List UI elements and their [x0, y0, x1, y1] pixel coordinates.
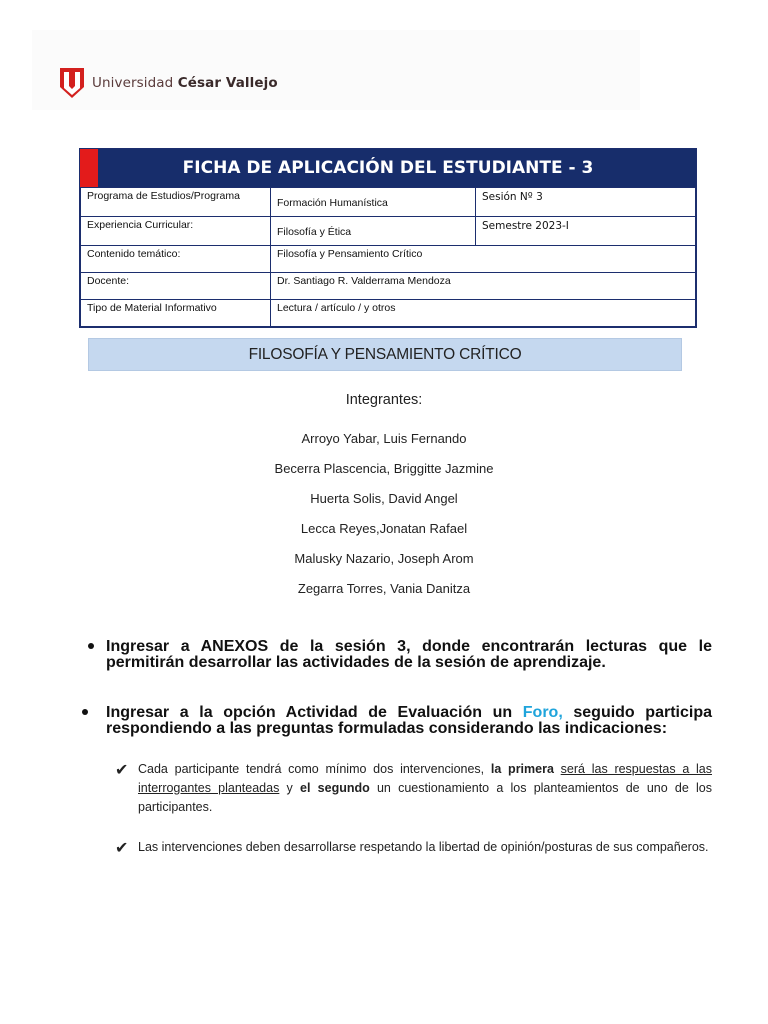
- check-text: Cada participante tendrá como mínimo dos intervenciones, la primera será las respuestas a las interrogantes planteadas y el segundo un cuestionamiento a los planteamientos de uno de los participantes.: [138, 762, 712, 814]
- ficha-table: [79, 148, 697, 328]
- row-value: Filosofía y Ética: [271, 217, 476, 246]
- checkmark-icon: ✔: [115, 840, 129, 857]
- logo-text: Universidad César Vallejo: [92, 75, 278, 91]
- row-label: Experiencia Curricular:: [81, 217, 271, 246]
- row-value: Formación Humanística: [271, 188, 476, 217]
- ucv-shield-icon: [60, 68, 84, 98]
- row-label: Programa de Estudios/Programa: [81, 188, 271, 217]
- session-number: Sesión Nº 3: [476, 188, 696, 217]
- instruction-text: Ingresar a la opción Actividad de Evaluación un Foro, seguido participa respondiendo a las preguntas formuladas considerando las indicaciones:: [106, 704, 712, 737]
- instruction-text: Ingresar a ANEXOS de la sesión 3, donde encontrarán lecturas que le permitirán desarrollar las actividades de la sesión de aprendizaje.: [106, 638, 712, 671]
- table-row: [81, 246, 696, 273]
- bullet-icon: [82, 709, 88, 715]
- row-label: Tipo de Material Informativo: [81, 300, 271, 327]
- table-row: [81, 300, 696, 327]
- semester: Semestre 2023-I: [476, 217, 696, 246]
- table-row: [81, 188, 696, 217]
- red-accent: [80, 149, 98, 187]
- members-list: [0, 392, 768, 604]
- list-item: Arroyo Yabar, Luis Fernando: [301, 431, 467, 446]
- row-value: Lectura / artículo / y otros: [271, 300, 696, 327]
- row-label: Contenido temático:: [81, 246, 271, 273]
- bullet-icon: [88, 643, 94, 649]
- list-item: Malusky Nazario, Joseph Arom: [294, 551, 474, 566]
- check-text: Las intervenciones deben desarrollarse respetando la libertad de opinión/posturas de sus compañeros.: [138, 840, 709, 854]
- table-row: [81, 217, 696, 246]
- ficha-title: FICHA DE APLICACIÓN DEL ESTUDIANTE - 3: [182, 158, 594, 178]
- subject-title: FILOSOFÍA Y PENSAMIENTO CRÍTICO: [88, 338, 682, 371]
- list-item: Lecca Reyes,Jonatan Rafael: [300, 521, 468, 536]
- row-value: Dr. Santiago R. Valderrama Mendoza: [271, 273, 696, 300]
- list-item: Becerra Plascencia, Briggitte Jazmine: [274, 461, 494, 476]
- table-row: [81, 273, 696, 300]
- row-label: Docente:: [81, 273, 271, 300]
- members-title: Integrantes:: [345, 392, 423, 408]
- foro-link[interactable]: Foro,: [522, 704, 563, 721]
- row-value: Filosofía y Pensamiento Crítico: [271, 246, 696, 273]
- university-logo: [60, 68, 278, 98]
- list-item: Zegarra Torres, Vania Danitza: [297, 581, 471, 596]
- list-item: Huerta Solis, David Angel: [310, 491, 458, 506]
- ficha-title-bar: [80, 149, 696, 187]
- checkmark-icon: ✔: [115, 762, 129, 779]
